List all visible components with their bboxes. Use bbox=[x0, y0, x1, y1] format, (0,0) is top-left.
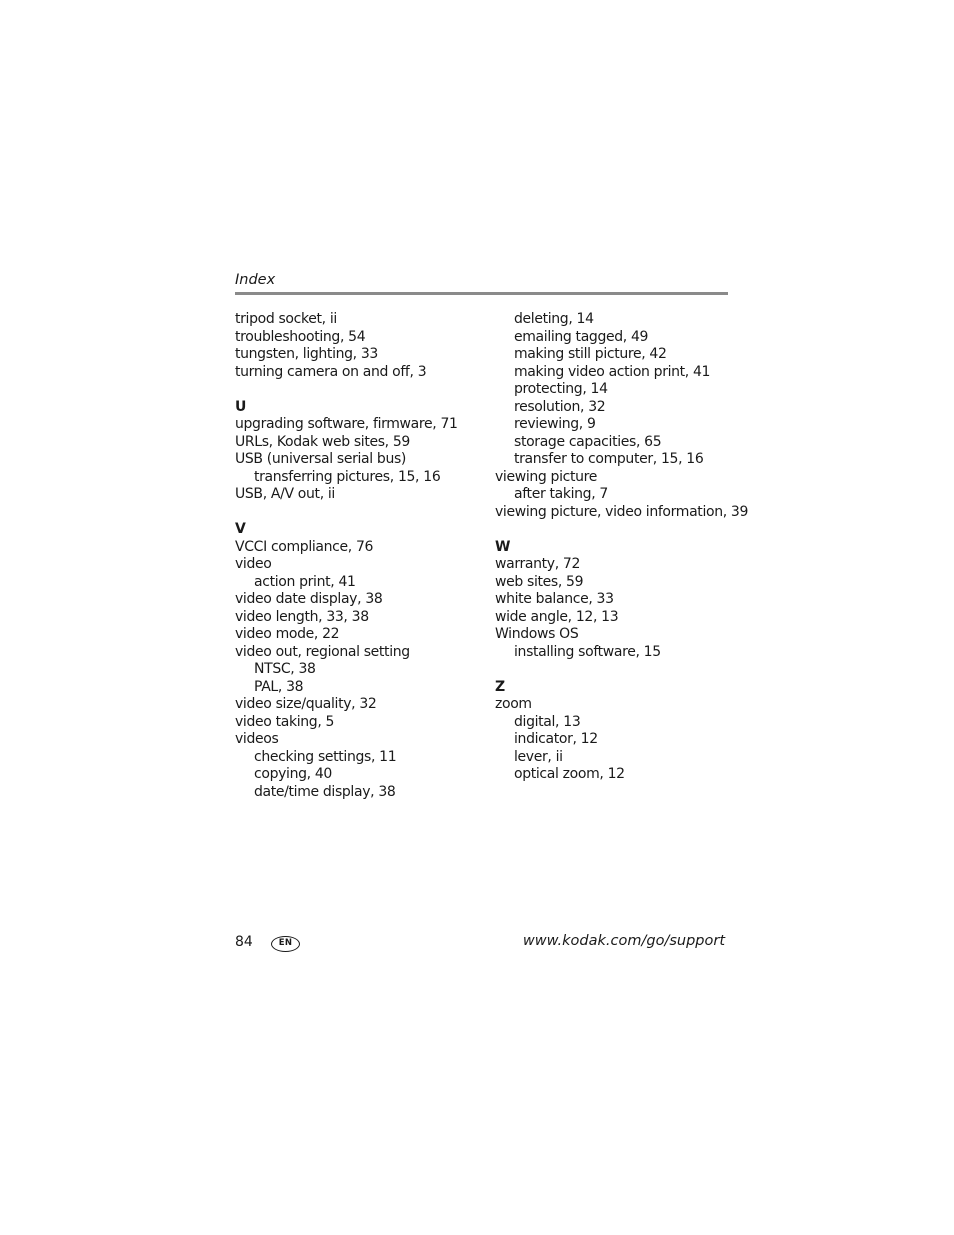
index-subentry: date/time display, 38 bbox=[254, 783, 396, 800]
index-subentry: installing software, 15 bbox=[514, 643, 661, 660]
index-subentry: NTSC, 38 bbox=[254, 661, 316, 677]
index-entry: zoom bbox=[495, 696, 532, 712]
index-spacer bbox=[495, 661, 735, 679]
index-entry: VCCI compliance, 76 bbox=[235, 538, 374, 555]
index-subentry: checking settings, 11 bbox=[254, 748, 397, 765]
index-subentry: reviewing, 9 bbox=[514, 416, 596, 432]
index-entry: upgrading software, firmware, 71 bbox=[235, 416, 458, 432]
index-entry: turning camera on and off, 3 bbox=[235, 363, 427, 380]
index-subentry: indicator, 12 bbox=[514, 731, 598, 747]
index-entry: videos bbox=[235, 731, 279, 747]
footer-page-number: 84 bbox=[235, 934, 253, 950]
index-entry: video out, regional setting bbox=[235, 643, 410, 660]
index-entry: warranty, 72 bbox=[495, 556, 581, 572]
index-subentry: deleting, 14 bbox=[514, 311, 594, 327]
index-entry: viewing picture, video information, 39 bbox=[495, 503, 749, 520]
index-column-right bbox=[495, 311, 749, 784]
index-spacer bbox=[495, 521, 735, 539]
index-entry: viewing picture bbox=[495, 468, 597, 485]
index-entry: Windows OS bbox=[495, 626, 579, 642]
index-subentry: digital, 13 bbox=[514, 713, 581, 730]
index-subentry: copying, 40 bbox=[254, 766, 332, 782]
header-rule bbox=[235, 292, 728, 295]
index-entry: white balance, 33 bbox=[495, 591, 614, 607]
index-subentry: lever, ii bbox=[514, 748, 563, 765]
index-subentry: resolution, 32 bbox=[514, 398, 606, 415]
index-entry: tungsten, lighting, 33 bbox=[235, 346, 378, 362]
index-entry: video bbox=[235, 556, 272, 572]
index-column-left bbox=[235, 311, 485, 801]
index-entry: video taking, 5 bbox=[235, 713, 335, 730]
index-letter-heading: Z bbox=[495, 678, 505, 695]
index-subentry: optical zoom, 12 bbox=[514, 766, 625, 782]
index-spacer bbox=[235, 504, 485, 522]
index-entry: URLs, Kodak web sites, 59 bbox=[235, 433, 410, 450]
index-entry: USB, A/V out, ii bbox=[235, 486, 335, 502]
index-subentry: PAL, 38 bbox=[254, 678, 304, 695]
index-subentry: after taking, 7 bbox=[514, 486, 608, 502]
index-subentry: storage capacities, 65 bbox=[514, 433, 662, 450]
index-subentry: making video action print, 41 bbox=[514, 363, 711, 380]
index-entry: troubleshooting, 54 bbox=[235, 328, 366, 345]
index-spacer bbox=[235, 381, 485, 399]
footer-support-url: www.kodak.com/go/support bbox=[522, 933, 725, 949]
index-entry: wide angle, 12, 13 bbox=[495, 608, 619, 625]
page-header-title: Index bbox=[235, 272, 276, 288]
index-subentry: protecting, 14 bbox=[514, 381, 608, 397]
index-entry: video mode, 22 bbox=[235, 626, 340, 642]
index-subentry: transferring pictures, 15, 16 bbox=[254, 468, 441, 485]
index-letter-heading: U bbox=[235, 398, 247, 415]
index-entry: tripod socket, ii bbox=[235, 311, 337, 327]
index-entry: web sites, 59 bbox=[495, 573, 584, 590]
index-letter-heading: W bbox=[495, 538, 511, 555]
index-subentry: action print, 41 bbox=[254, 573, 356, 590]
index-subentry: emailing tagged, 49 bbox=[514, 328, 649, 345]
index-letter-heading: V bbox=[235, 521, 246, 537]
index-entry: video date display, 38 bbox=[235, 591, 383, 607]
index-subentry: transfer to computer, 15, 16 bbox=[514, 451, 704, 467]
index-entry: USB (universal serial bus) bbox=[235, 451, 407, 467]
index-entry: video length, 33, 38 bbox=[235, 608, 369, 625]
language-badge: EN bbox=[271, 936, 300, 952]
index-entry: video size/quality, 32 bbox=[235, 696, 377, 712]
index-subentry: making still picture, 42 bbox=[514, 346, 667, 362]
